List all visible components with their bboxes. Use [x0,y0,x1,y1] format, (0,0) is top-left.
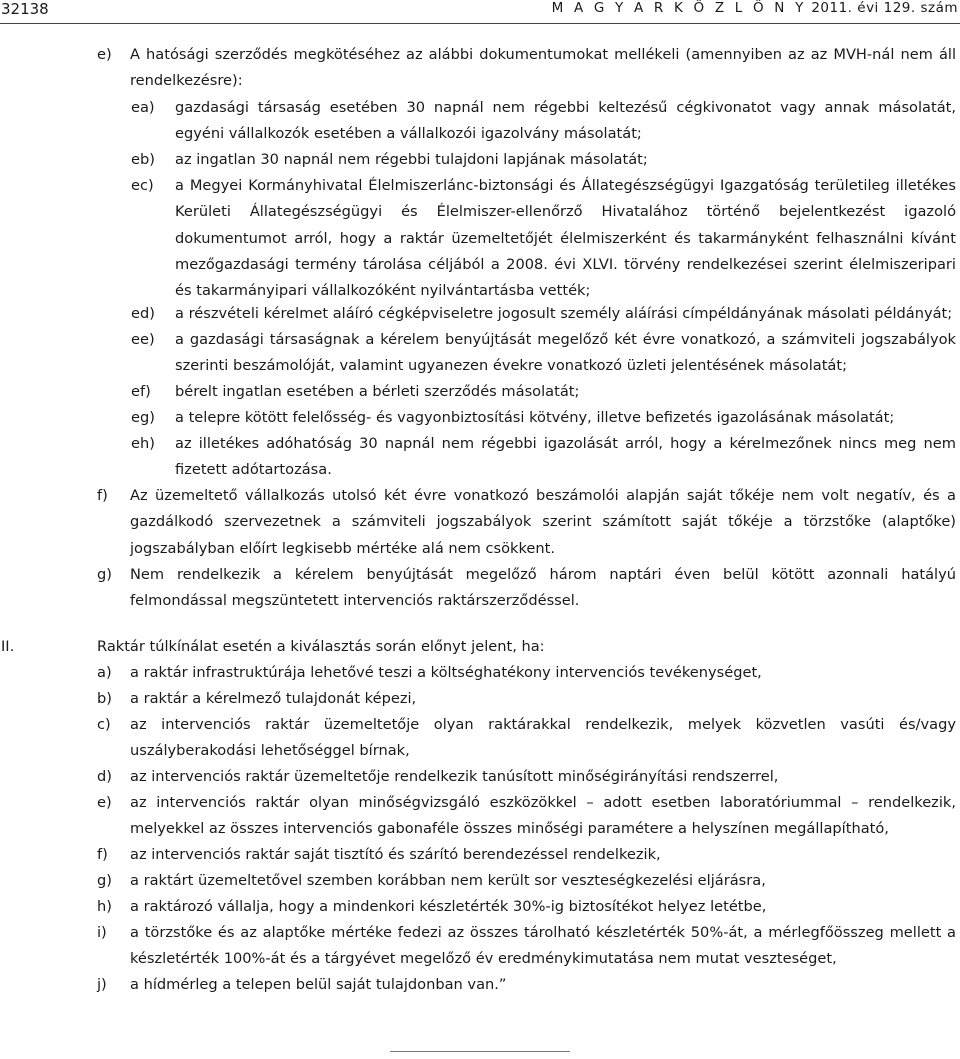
item-II-a-label: a) [97,664,112,681]
item-ef-label: ef) [131,383,151,400]
item-II-f-label: f) [97,846,108,863]
item-II-g-text: a raktárt üzemeltetővel szemben korábban nem került sor veszteségkezelési eljárásra, [130,872,766,889]
item-II-f-text: az intervenciós raktár saját tisztító és szárító berendezéssel rendelkezik, [130,846,661,863]
section-f-text: Az üzemeltető vállalkozás utolsó két évre vonatkozó beszámolói alapján saját tőkéje nem volt negatív, és a gazdálkodó szervezetnek a számviteli jogszabályok szerint számított saját tőkéje a törzstőke (alaptőke) jogszabályban előírt legkisebb mértéke alá nem csökkent. [130,487,956,557]
item-ef-text: bérelt ingatlan esetében a bérleti szerződés másolatát; [175,383,580,400]
item-II-i-text: a törzstőke és az alaptőke mértéke fedezi az összes tárolható készletérték 50%-át, a mérlegfőösszeg mellett a készletérték 100%-át és a tárgyévet megelőző év eredménykimutatása nem mutat veszteséget, [130,924,956,968]
item-II-b-text: a raktár a kérelmező tulajdonát képezi, [130,690,417,707]
journal-title: M A G Y A R K Ö Z L Ö N Y [551,0,807,16]
section-II-label: II. [1,638,15,655]
page-number: 32138 [1,0,49,18]
item-II-d-label: d) [97,768,112,785]
running-title [552,0,958,16]
item-II-b-label: b) [97,690,112,707]
item-eb-text: az ingatlan 30 napnál nem régebbi tulajdoni lapjának másolatát; [175,151,648,168]
item-II-e-text: az intervenciós raktár olyan minőségvizsgáló eszközökkel – adott esetben laboratóriummal – rendelkezik, melyekkel az összes intervenciós gabonaféle összes minőségi paramétere a helyszínen megállapítható, [130,794,956,838]
footer-divider [390,1051,570,1052]
item-ea-label: ea) [131,99,155,116]
item-II-h-label: h) [97,898,112,915]
item-eh-text: az illetékes adóhatóság 30 napnál nem régebbi igazolását arról, hogy a kérelmezőnek nincs meg nem fizetett adótartozása. [175,435,956,479]
item-ec-label: ec) [131,177,154,194]
section-II-text: Raktár túlkínálat esetén a kiválasztás során előnyt jelent, ha: [97,638,545,655]
issue-label: 2011. évi 129. szám [811,0,958,16]
item-II-d-text: az intervenciós raktár üzemeltetője rendelkezik tanúsított minőségirányítási rendszerrel, [130,768,779,785]
item-ea-text: gazdasági társaság esetében 30 napnál nem régebbi keltezésű cégkivonatot vagy annak másolatát, egyéni vállalkozók esetében a vállalkozói igazolvány másolatát; [175,99,956,143]
item-ee-label: ee) [131,331,155,348]
item-II-c-label: c) [97,716,111,733]
item-II-j-text: a hídmérleg a telepen belül saját tulajdonban van.” [130,976,507,993]
section-e-label: e) [97,46,112,63]
section-g-text: Nem rendelkezik a kérelem benyújtását megelőző három naptári éven belül kötött azonnali hatályú felmondással megszüntetett intervenciós raktárszerződéssel. [130,566,956,610]
section-g-label: g) [97,566,112,583]
item-ed-label: ed) [131,305,155,322]
item-ec-text: a Megyei Kormányhivatal Élelmiszerlánc-biztonsági és Állategészségügyi Igazgatóság területileg illetékes Kerületi Állategészségügyi és Élelmiszer-ellenőrző Hivatalához történő bejelentkezést igazoló dokumentumot arról, hogy a raktár üzemeltetőjét élelmiszerként és takarmányként felhasználni kívánt mezőgazdasági termény tárolása céljából a 2008. évi XLVI. törvény rendelkezései szerint élelmiszeripari és takarmányipari vállalkozóként nyilvántartásba vették; [175,177,956,300]
item-II-i-label: i) [97,924,107,941]
item-II-e-label: e) [97,794,112,811]
section-e-text: A hatósági szerződés megkötéséhez az alábbi dokumentumokat mellékeli (amennyiben az az MVH-nál nem áll rendelkezésre): [130,46,956,90]
item-ee-text: a gazdasági társaságnak a kérelem benyújtását megelőző két évre vonatkozó, a számviteli jogszabályok szerinti beszámolóját, valamint ugyanezen évekre vonatkozó üzleti jelentésének másolatát; [175,331,956,375]
item-eh-label: eh) [131,435,155,452]
item-eg-text: a telepre kötött felelősség- és vagyonbiztosítási kötvény, illetve befizetés igazolásának másolatát; [175,409,895,426]
item-ed-text: a részvételi kérelmet aláíró cégképviseletre jogosult személy aláírási címpéldányának másolati példányát; [175,305,953,322]
item-eg-label: eg) [131,409,155,426]
item-II-h-text: a raktározó vállalja, hogy a mindenkori készletérték 30%-ig biztosítékot helyez letétbe, [130,898,767,915]
item-II-j-label: j) [97,976,107,993]
page-header [0,0,960,24]
item-II-c-text: az intervenciós raktár üzemeltetője olyan raktárakkal rendelkezik, melyek közvetlen vasúti és/vagy uszályberakodási lehetőséggel bírnak, [130,716,956,760]
item-II-a-text: a raktár infrastruktúrája lehetővé teszi a költséghatékony intervenciós tevékenységet, [130,664,762,681]
section-f-label: f) [97,487,108,504]
item-eb-label: eb) [131,151,155,168]
item-II-g-label: g) [97,872,112,889]
